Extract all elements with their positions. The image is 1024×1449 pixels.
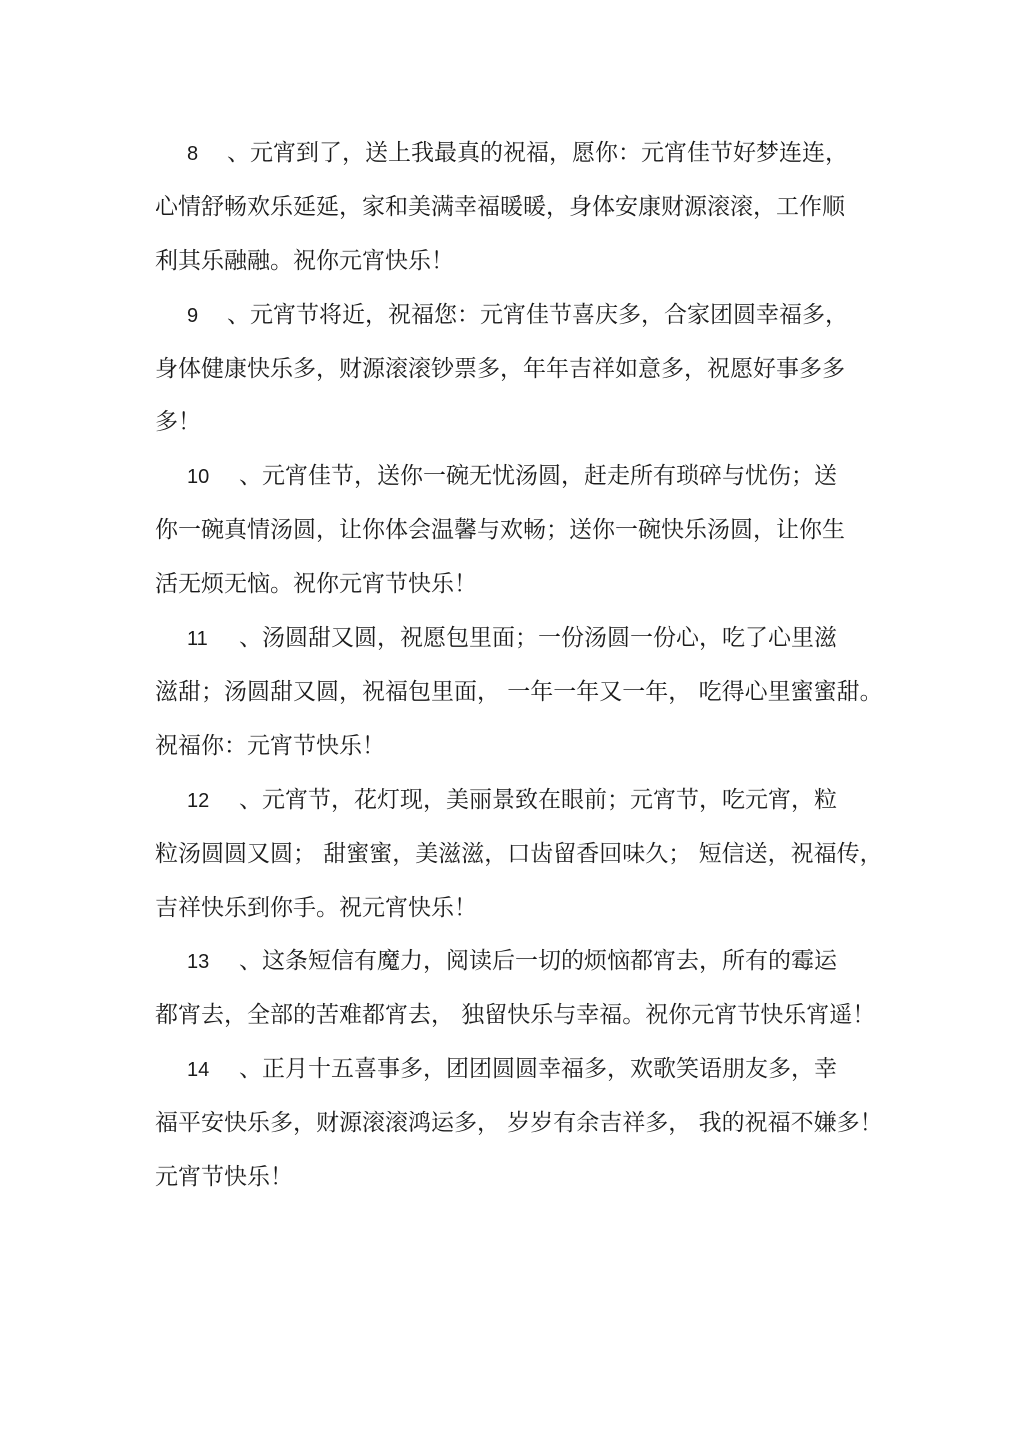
paragraph-line [155, 677, 883, 707]
item-number: 10 [187, 466, 210, 488]
paragraph-line [187, 785, 837, 815]
paragraph-line [155, 354, 845, 384]
item-number: 14 [187, 1059, 210, 1081]
paragraph-line [155, 569, 477, 599]
paragraph-line [187, 1054, 837, 1084]
paragraph-text: 、元宵到了，送上我最真的祝福，愿你：元宵佳节好梦连连， [227, 140, 848, 166]
paragraph-text: 、元宵佳节，送你一碗无忧汤圆，赶走所有琐碎与忧伤；送 [239, 463, 837, 489]
paragraph-text: 祝福你：元宵节快乐！ [155, 733, 385, 759]
paragraph-text: 利其乐融融。祝你元宵快乐！ [155, 248, 454, 274]
paragraph-text: 福平安快乐多，财源滚滚鸿运多， 岁岁有余吉祥多， 我的祝福不嫌多！ [155, 1110, 883, 1136]
paragraph-text: 心情舒畅欢乐延延，家和美满幸福暖暖，身体安康财源滚滚，工作顺 [155, 194, 845, 220]
paragraph-line [155, 1108, 883, 1138]
paragraph-text: 粒汤圆圆又圆； 甜蜜蜜，美滋滋，口齿留香回味久； 短信送，祝福传， [155, 841, 883, 867]
paragraph-text: 元宵节快乐！ [155, 1164, 293, 1190]
paragraph-line [187, 461, 837, 491]
paragraph-line [155, 192, 845, 222]
paragraph-text: 、元宵节，花灯现，美丽景致在眼前；元宵节，吃元宵，粒 [239, 787, 837, 813]
paragraph-line [155, 839, 883, 869]
paragraph-text: 、这条短信有魔力，阅读后一切的烦恼都宵去，所有的霉运 [239, 948, 837, 974]
paragraph-line [155, 515, 845, 545]
paragraph-text: 滋甜；汤圆甜又圆，祝福包里面， 一年一年又一年， 吃得心里蜜蜜甜。 [155, 679, 883, 705]
paragraph-text: 多！ [155, 409, 201, 435]
paragraph-line [187, 300, 848, 330]
item-number: 12 [187, 790, 210, 812]
paragraph-line [187, 138, 848, 168]
paragraph-text: 、汤圆甜又圆，祝愿包里面；一份汤圆一份心，吃了心里滋 [239, 625, 837, 651]
paragraph-text: 身体健康快乐多，财源滚滚钞票多，年年吉祥如意多，祝愿好事多多 [155, 356, 845, 382]
paragraph-text: 、正月十五喜事多，团团圆圆幸福多，欢歌笑语朋友多，幸 [239, 1056, 837, 1082]
paragraph-line [155, 1162, 293, 1192]
paragraph-line [155, 246, 454, 276]
paragraph-text: 吉祥快乐到你手。祝元宵快乐！ [155, 895, 477, 921]
paragraph-text: 活无烦无恼。祝你元宵节快乐！ [155, 571, 477, 597]
paragraph-line [187, 623, 837, 653]
paragraph-text: 、元宵节将近，祝福您：元宵佳节喜庆多，合家团圆幸福多， [227, 302, 848, 328]
paragraph-line [155, 893, 477, 923]
paragraph-text: 你一碗真情汤圆，让你体会温馨与欢畅；送你一碗快乐汤圆，让你生 [155, 517, 845, 543]
paragraph-line [187, 946, 837, 976]
item-number: 13 [187, 951, 210, 973]
paragraph-line [155, 731, 385, 761]
paragraph-line [155, 407, 201, 437]
item-number: 11 [187, 628, 208, 650]
item-number: 8 [187, 143, 199, 165]
paragraph-line [155, 1000, 875, 1030]
item-number: 9 [187, 305, 199, 327]
paragraph-text: 都宵去，全部的苦难都宵去， 独留快乐与幸福。祝你元宵节快乐宵遥！ [155, 1002, 876, 1028]
